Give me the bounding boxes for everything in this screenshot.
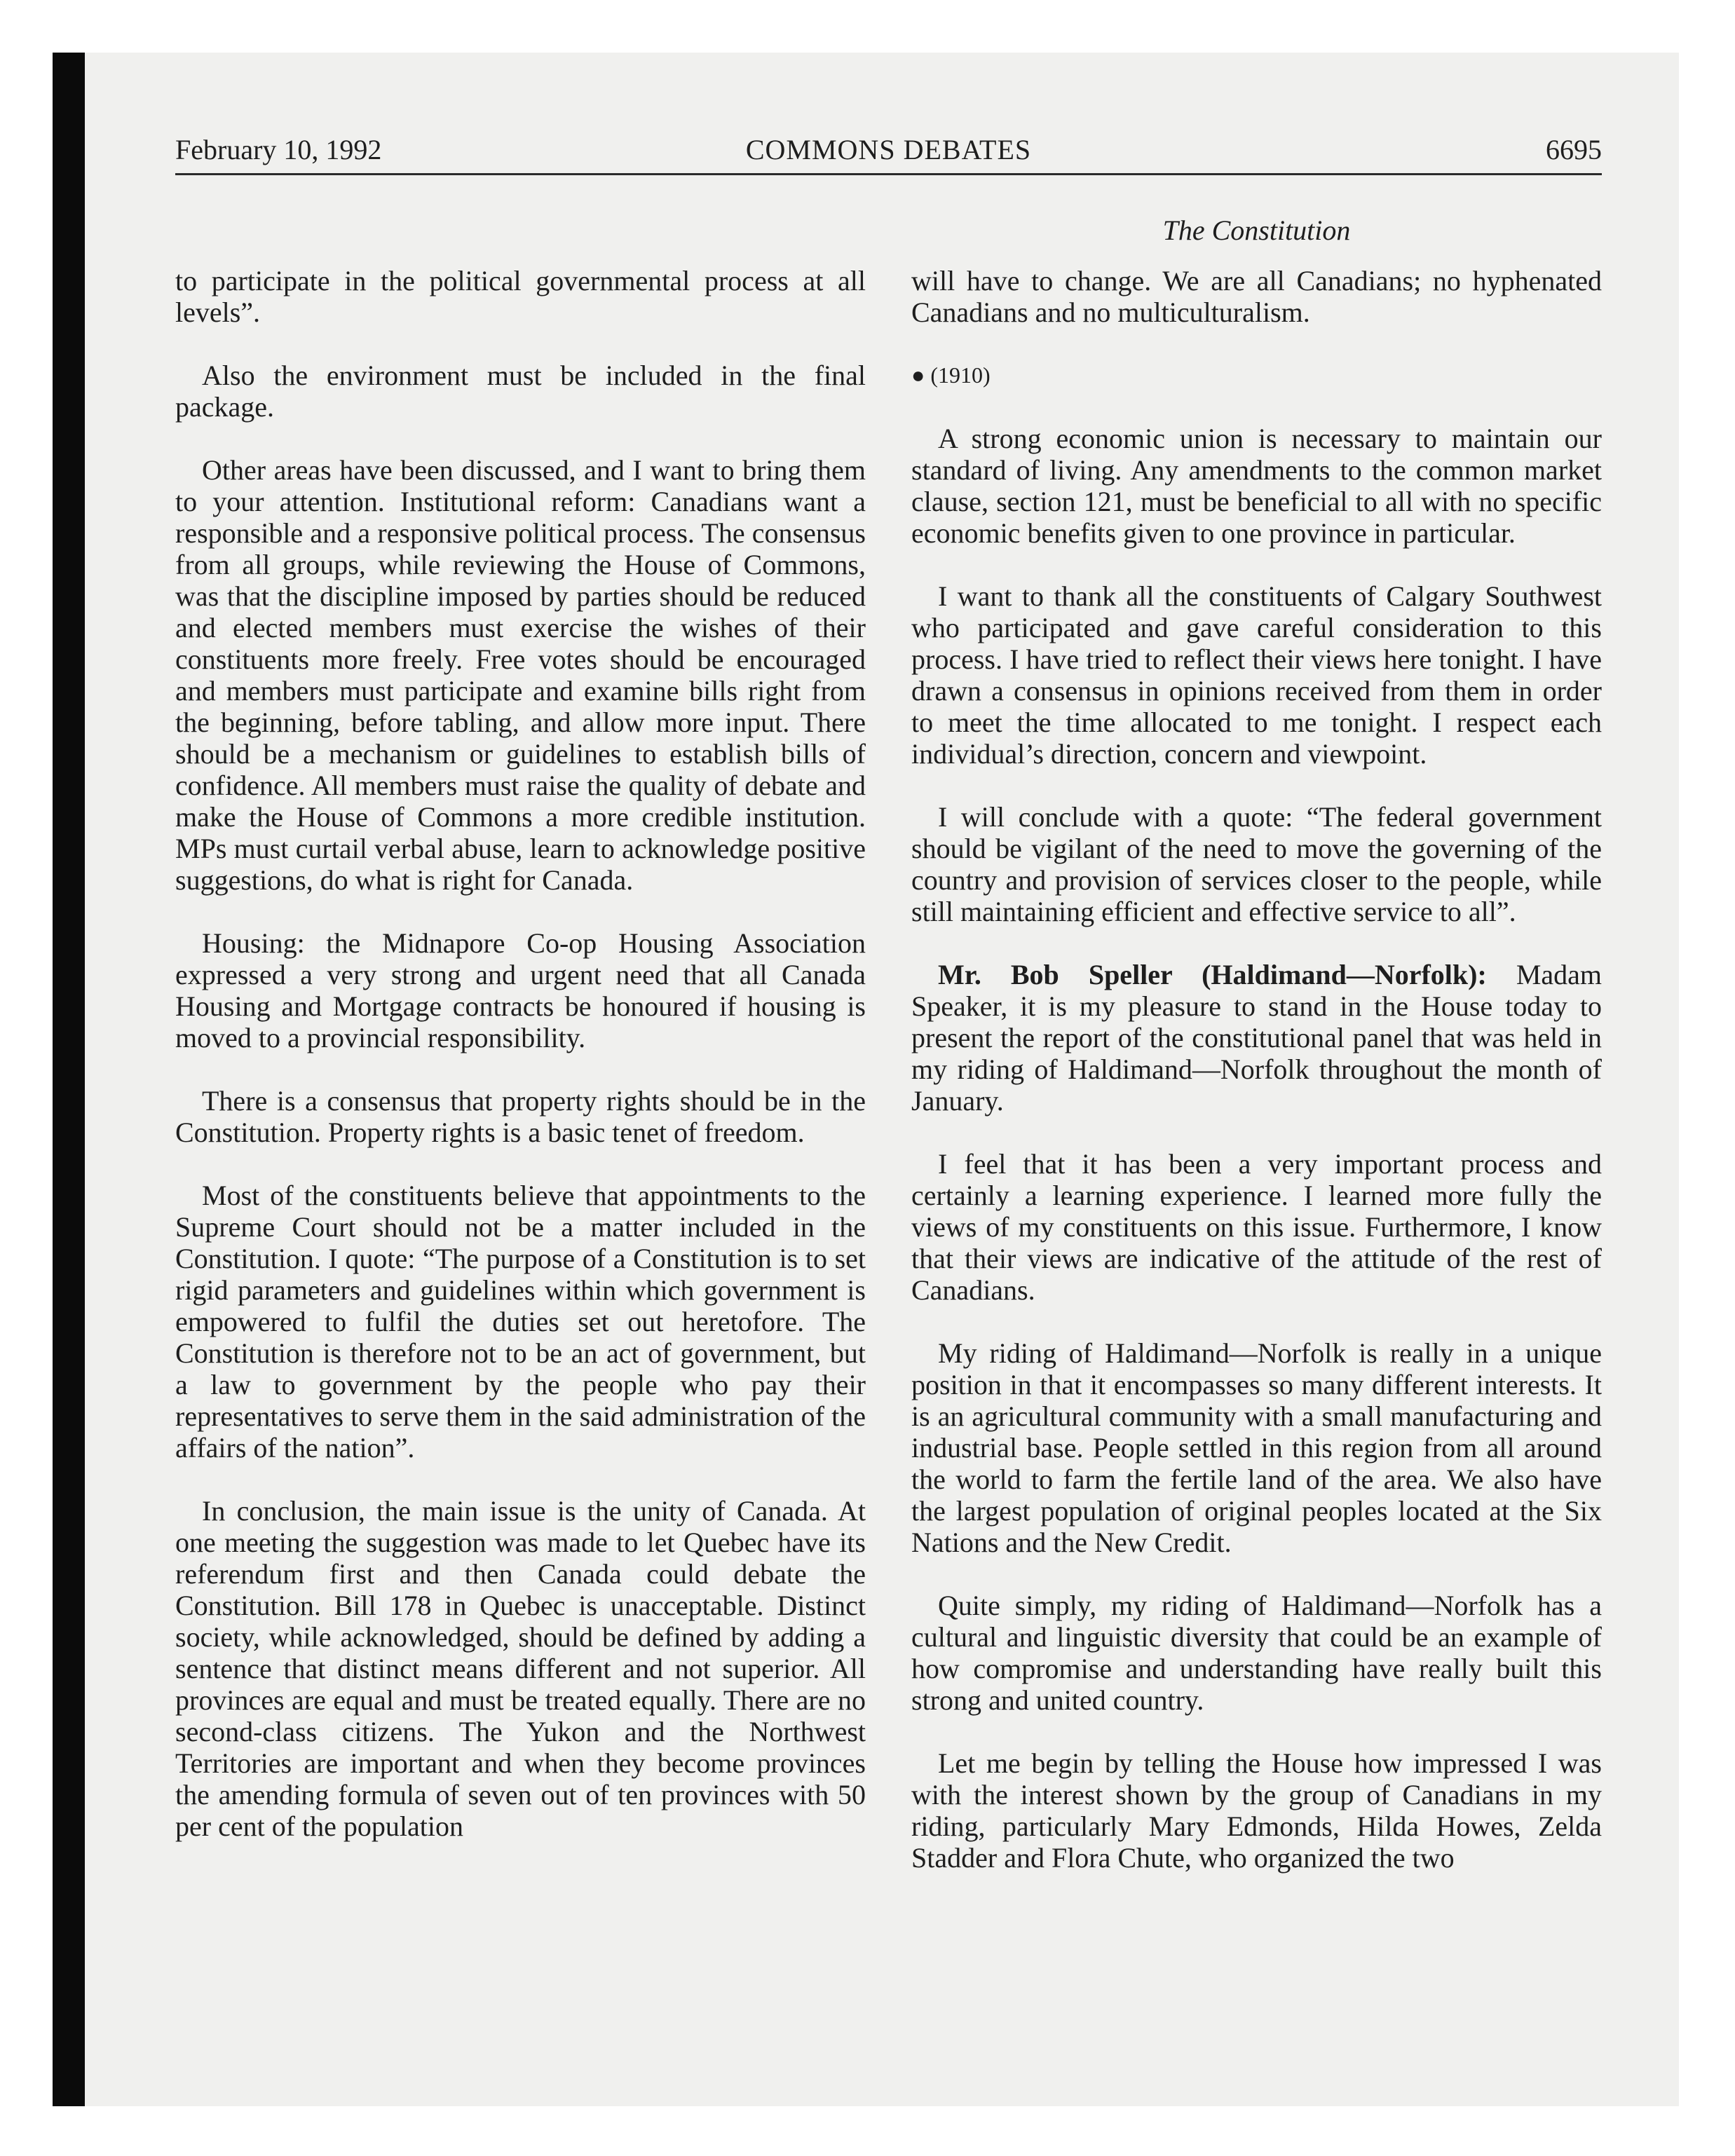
header-rule [175,173,1602,175]
paragraph: I will conclude with a quote: “The federal government should be vigilant of the need to move the governing of the country and provision of services closer to the people, while still maintaining efficient and effective service to all”. [911,801,1602,927]
speaker-name: Mr. Bob Speller (Haldimand—Norfolk): [938,959,1487,990]
bullet-icon: ● [911,362,925,388]
time-marker-text: (1910) [930,362,991,388]
paragraph: to participate in the political governmental process at all levels”. [175,265,866,328]
section-title: The Constitution [1162,214,1351,246]
paragraph: My riding of Haldimand—Norfolk is really in a unique position in that it encompasses so many different interests. It is an agricultural community with a small manufacturing and industrial base. People settled in this region from all around the world to farm the fertile land of the area. We also have the largest population of original peoples located at the Six Nations and the New Credit. [911,1337,1602,1558]
header-date: February 10, 1992 [175,134,382,165]
paragraph: I want to thank all the constituents of Calgary Southwest who participated and gave careful consideration to this process. I have tried to reflect their views here tonight. I have drawn a consensus in opinions received from them in order to meet the time allocated to me tonight. I respect each individual’s direction, concern and viewpoint. [911,580,1602,770]
paragraph: Housing: the Midnapore Co-op Housing Association expressed a very strong and urgent need that all Canada Housing and Mortgage contracts be honoured if housing is moved to a provincial responsibility. [175,927,866,1053]
paragraph: In conclusion, the main issue is the unity of Canada. At one meeting the suggestion was made to let Quebec have its referendum first and then Canada could debate the Constitution. Bill 178 in Quebec is unacceptable. Distinct society, while acknowledged, should be defined by adding a sentence that distinct means different and not superior. All provinces are equal and must be treated equally. There are no second-class citizens. The Yukon and the Northwest Territories are important and when they become provinces the amending formula of seven out of ten provinces with 50 per cent of the population [175,1495,866,1842]
right-column [911,265,1602,1905]
page-number: 6695 [1546,134,1602,165]
running-head [175,133,1602,175]
paragraph: Quite simply, my riding of Haldimand—Norfolk has a cultural and linguistic diversity that could be an example of how compromise and understanding have really built this strong and united country. [911,1590,1602,1716]
paragraph: Also the environment must be included in the final package. [175,360,866,423]
speaker-paragraph [911,959,1602,1117]
time-marker [911,360,1602,391]
paragraph: Most of the constituents believe that appointments to the Supreme Court should not be a matter included in the Constitution. I quote: “The purpose of a Constitution is to set rigid parameters and guidelines within which government is empowered to fulfil the duties set out heretofore. The Constitution is therefore not to be an act of government, but a law to government by the people who pay their representatives to serve them in the said administration of the affairs of the nation”. [175,1180,866,1464]
speaker-text: Madam Speaker, it is my pleasure to stand in the House today to present the report of the constitutional panel that was held in my riding of Haldimand—Norfolk throughout the month of January. [911,959,1602,1117]
publication-title: COMMONS DEBATES [745,134,1032,165]
paragraph: A strong economic union is necessary to maintain our standard of living. Any amendments to the common market clause, section 121, must be beneficial to all with no specific economic benefits given to one province in particular. [911,423,1602,549]
paragraph: I feel that it has been a very important process and certainly a learning experience. I learned more fully the views of my constituents on this issue. Furthermore, I know that their views are indicative of the attitude of the rest of Canadians. [911,1148,1602,1306]
paragraph: Let me begin by telling the House how impressed I was with the interest shown by the group of Canadians in my riding, particularly Mary Edmonds, Hilda Howes, Zelda Stadder and Flora Chute, who organized the two [911,1747,1602,1874]
paragraph: There is a consensus that property rights should be in the Constitution. Property rights is a basic tenet of freedom. [175,1085,866,1148]
paragraph: will have to change. We are all Canadians; no hyphenated Canadians and no multiculturalism. [911,265,1602,328]
left-column [175,265,866,1874]
paragraph: Other areas have been discussed, and I want to bring them to your attention. Institutional reform: Canadians want a responsible and a responsive political process. The consensus from all groups, while reviewing the House of Commons, was that the discipline imposed by parties should be reduced and elected members must exercise the wishes of their constituents more freely. Free votes should be encouraged and members must participate and examine bills right from the beginning, before tabling, and allow more input. There should be a mechanism or guidelines to establish bills of confidence. All members must raise the quality of debate and make the House of Commons a more credible institution. MPs must curtail verbal abuse, learn to acknowledge positive suggestions, do what is right for Canada. [175,454,866,896]
binding-edge [53,53,85,2106]
